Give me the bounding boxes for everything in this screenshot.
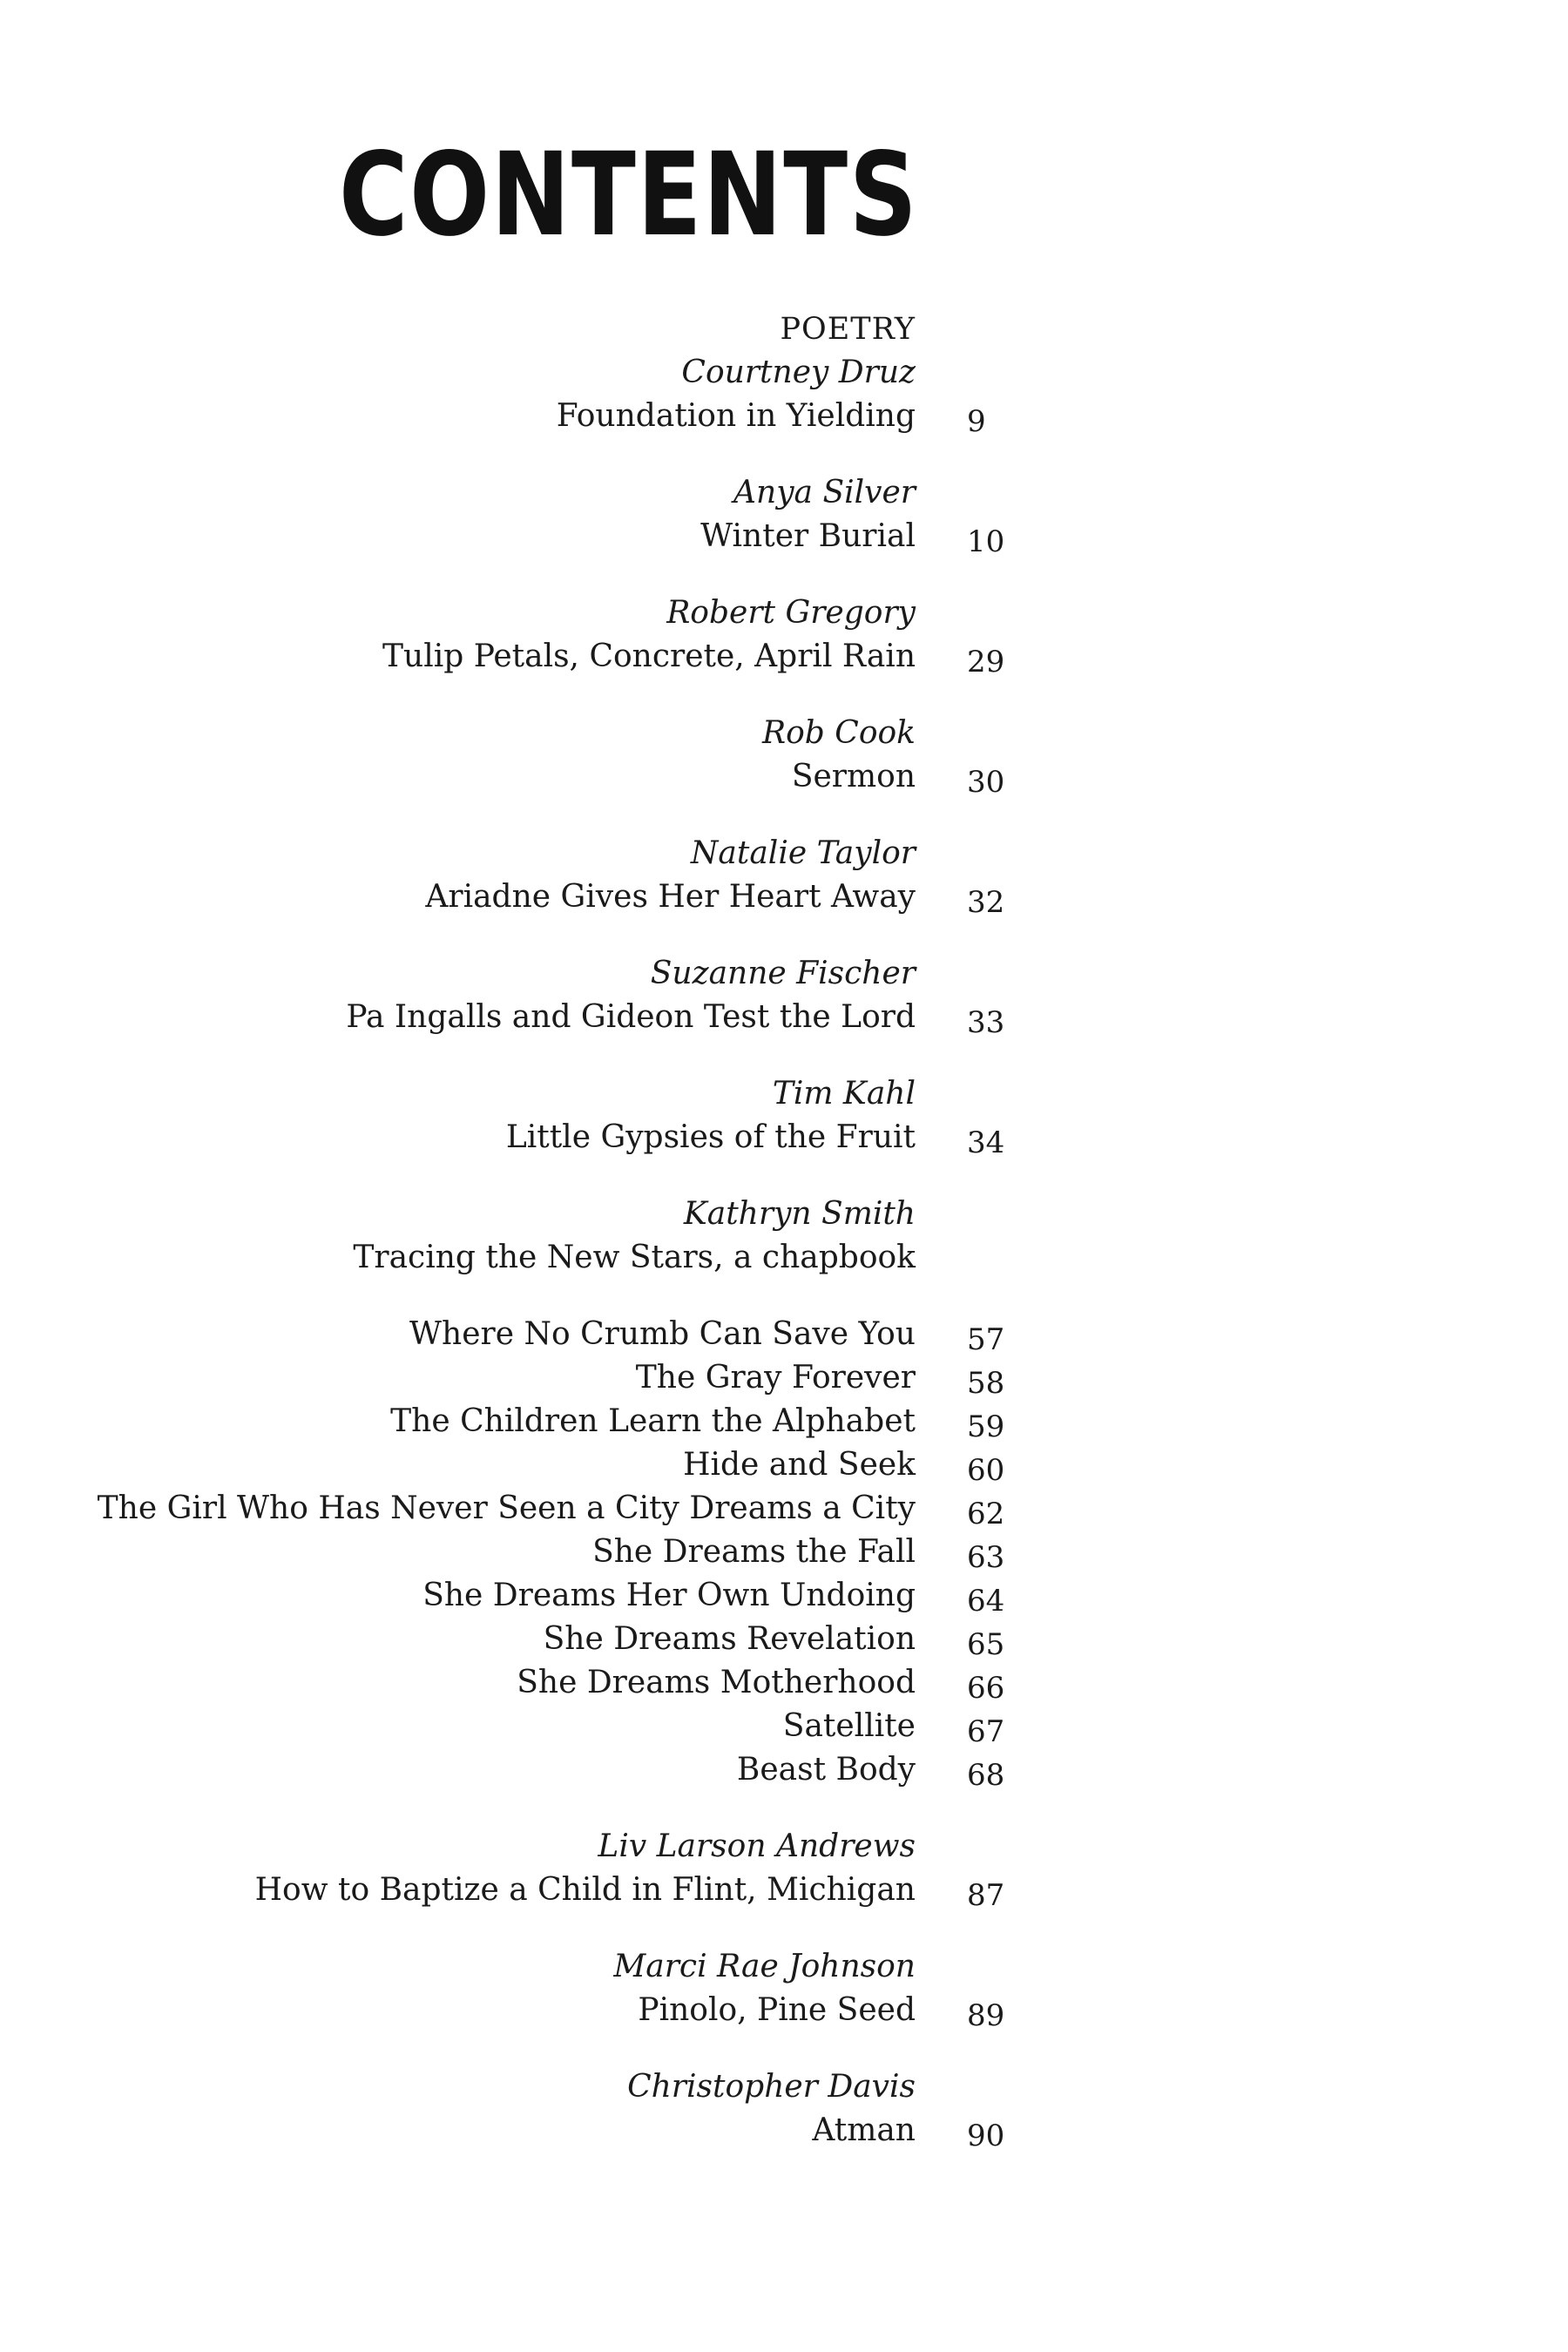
title-row[interactable] xyxy=(0,395,1568,438)
list-item[interactable] xyxy=(0,1705,1568,1748)
list-item[interactable] xyxy=(0,1748,1568,1792)
page-title: CONTENTS xyxy=(338,128,918,262)
section-label: POETRY xyxy=(780,312,916,347)
list-item[interactable] xyxy=(0,1443,1568,1487)
page-number: 62 xyxy=(967,1497,1005,1531)
author-row xyxy=(0,471,1568,515)
poem-title: Pa Ingalls and Gideon Test the Lord xyxy=(346,999,916,1035)
toc-entry-chapbook xyxy=(0,1193,1568,1280)
page-number: 34 xyxy=(967,1125,1005,1160)
author-name: Kathryn Smith xyxy=(683,1196,916,1232)
title-row[interactable] xyxy=(0,755,1568,799)
page-number: 29 xyxy=(967,645,1005,679)
toc-entry xyxy=(0,351,1568,438)
poem-title: Tulip Petals, Concrete, April Rain xyxy=(382,639,916,674)
page-number: 32 xyxy=(967,885,1005,920)
page-number: 57 xyxy=(967,1322,1005,1357)
list-item[interactable] xyxy=(0,1400,1568,1443)
poem-title: Sermon xyxy=(791,759,916,794)
chapbook-title: Tracing the New Stars, a chapbook xyxy=(353,1240,916,1275)
toc-entry xyxy=(0,952,1568,1039)
page-number: 10 xyxy=(967,524,1005,559)
page-number: 60 xyxy=(967,1453,1005,1488)
author-name: Robert Gregory xyxy=(666,595,916,631)
author-row xyxy=(0,1945,1568,1989)
poem-title: Where No Crumb Can Save You xyxy=(409,1316,916,1352)
section-label-row xyxy=(0,308,1568,351)
poem-title: The Girl Who Has Never Seen a City Dreams a City xyxy=(97,1490,916,1526)
poem-title: Pinolo, Pine Seed xyxy=(638,1992,916,2028)
author-name: Rob Cook xyxy=(762,715,916,751)
title-row[interactable] xyxy=(0,996,1568,1039)
title-row[interactable] xyxy=(0,1236,1568,1280)
author-name: Suzanne Fischer xyxy=(650,956,916,991)
page-number: 90 xyxy=(967,2119,1005,2153)
poem-title: Foundation in Yielding xyxy=(556,398,916,434)
page-number: 87 xyxy=(967,1878,1005,1913)
poem-title: How to Baptize a Child in Flint, Michigan xyxy=(254,1872,916,1908)
author-row xyxy=(0,712,1568,755)
title-row[interactable] xyxy=(0,1116,1568,1159)
title-row[interactable] xyxy=(0,2109,1568,2153)
list-item[interactable] xyxy=(0,1356,1568,1400)
list-item[interactable] xyxy=(0,1661,1568,1705)
page-number: 33 xyxy=(967,1005,1005,1040)
title-row[interactable] xyxy=(0,515,1568,558)
title-row[interactable] xyxy=(0,875,1568,919)
poem-title: Beast Body xyxy=(736,1752,916,1788)
poem-title: Satellite xyxy=(782,1708,916,1744)
title-row[interactable] xyxy=(0,1989,1568,2032)
toc-entry xyxy=(0,471,1568,558)
toc-entry xyxy=(0,591,1568,679)
author-name: Christopher Davis xyxy=(627,2069,916,2105)
author-row xyxy=(0,591,1568,635)
toc-entry xyxy=(0,712,1568,799)
page-number: 63 xyxy=(967,1540,1005,1575)
page-number: 9 xyxy=(967,404,986,439)
author-row xyxy=(0,351,1568,395)
author-row xyxy=(0,2065,1568,2109)
poem-title: Atman xyxy=(812,2112,916,2148)
toc-entry xyxy=(0,832,1568,919)
toc-entry xyxy=(0,1825,1568,1912)
list-item[interactable] xyxy=(0,1487,1568,1531)
author-name: Courtney Druz xyxy=(681,355,916,390)
poem-title: Hide and Seek xyxy=(683,1447,916,1483)
list-item[interactable] xyxy=(0,1574,1568,1618)
toc-entry xyxy=(0,1072,1568,1159)
page-number: 68 xyxy=(967,1758,1005,1793)
author-name: Liv Larson Andrews xyxy=(598,1828,916,1864)
poem-title: The Children Learn the Alphabet xyxy=(390,1403,916,1439)
page-number: 58 xyxy=(967,1366,1005,1401)
author-row xyxy=(0,952,1568,996)
poem-title: Ariadne Gives Her Heart Away xyxy=(425,879,916,915)
author-row xyxy=(0,1072,1568,1116)
table-of-contents xyxy=(0,308,1568,2186)
list-item[interactable] xyxy=(0,1531,1568,1574)
page-number: 67 xyxy=(967,1714,1005,1749)
list-item[interactable] xyxy=(0,1618,1568,1661)
poem-title: She Dreams Her Own Undoing xyxy=(422,1578,916,1613)
poem-title: The Gray Forever xyxy=(635,1360,916,1396)
page-number: 89 xyxy=(967,1998,1005,2033)
page-number: 66 xyxy=(967,1671,1005,1706)
page-number: 30 xyxy=(967,765,1005,800)
author-name: Anya Silver xyxy=(733,475,916,510)
author-row xyxy=(0,832,1568,875)
page-number: 65 xyxy=(967,1627,1005,1662)
toc-entry xyxy=(0,2065,1568,2153)
author-name: Marci Rae Johnson xyxy=(613,1949,916,1984)
poem-title: She Dreams Motherhood xyxy=(517,1665,916,1700)
chapbook-poem-list xyxy=(0,1313,1568,1792)
poem-title: She Dreams the Fall xyxy=(592,1534,916,1570)
poem-title: Little Gypsies of the Fruit xyxy=(505,1119,916,1155)
list-item[interactable] xyxy=(0,1313,1568,1356)
poem-title: She Dreams Revelation xyxy=(543,1621,916,1657)
toc-entry xyxy=(0,1945,1568,2032)
author-row xyxy=(0,1825,1568,1869)
page-number: 59 xyxy=(967,1409,1005,1444)
poem-title: Winter Burial xyxy=(700,518,916,554)
title-row[interactable] xyxy=(0,635,1568,679)
author-name: Natalie Taylor xyxy=(690,835,916,871)
title-row[interactable] xyxy=(0,1869,1568,1912)
author-row xyxy=(0,1193,1568,1236)
author-name: Tim Kahl xyxy=(772,1076,916,1112)
page-number: 64 xyxy=(967,1584,1005,1619)
